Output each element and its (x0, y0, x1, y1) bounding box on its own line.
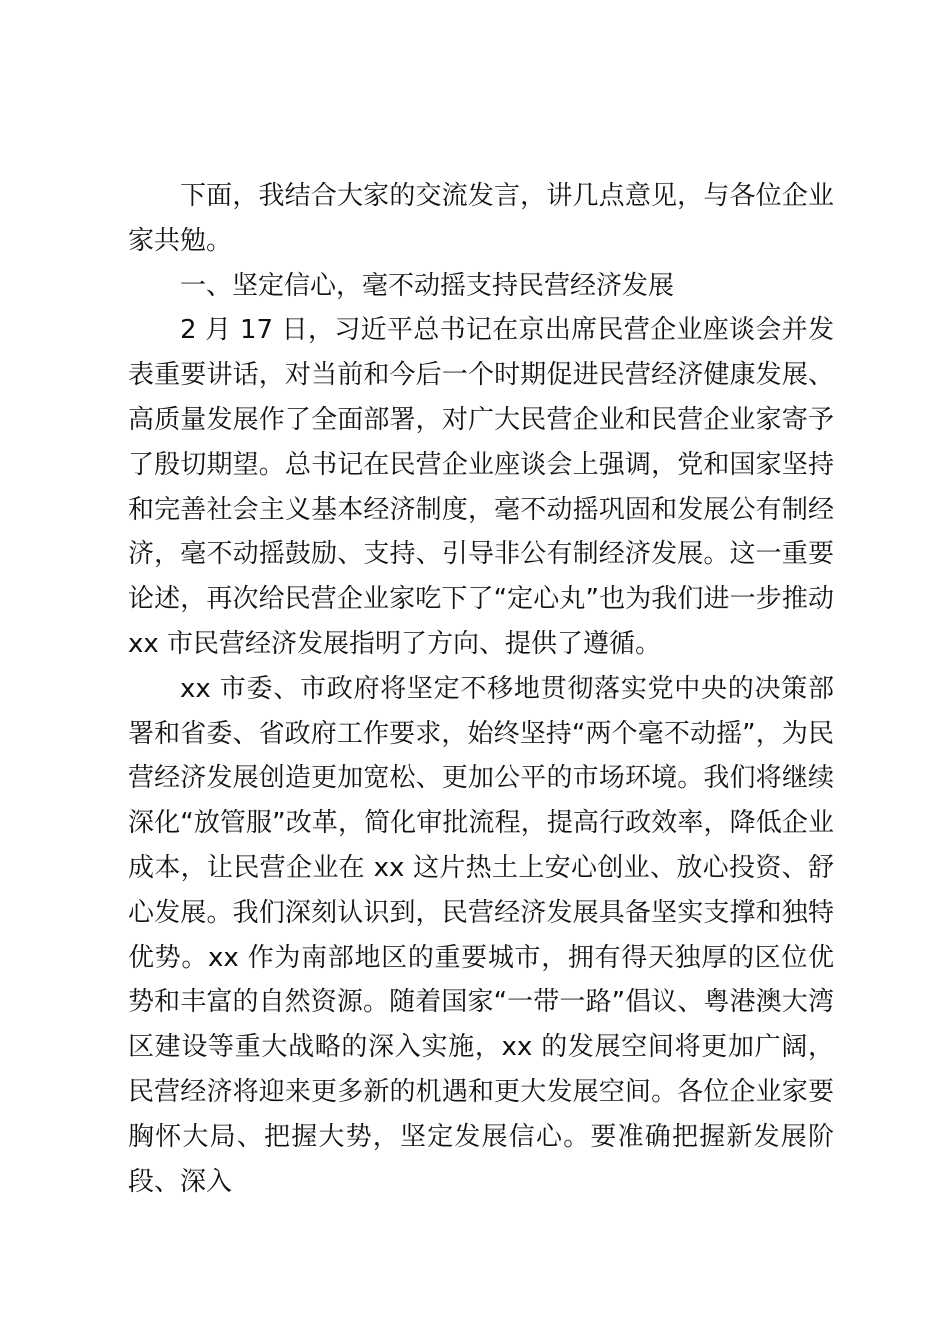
intro-paragraph: 下面，我结合大家的交流发言，讲几点意见，与各位企业家共勉。 (128, 181, 834, 256)
body-paragraph-2: xx 市委、市政府将坚定不移地贯彻落实党中央的决策部署和省委、省政府工作要求，始终坚持“两个毫不动摇”，为民营经济发展创造更加宽松、更加公平的市场环境。我们将继续深化“放管服”改革，简化审批流程，提高行政效率，降低企业成本，让民营企业在 xx 这片热土上安心创业、放心投资、舒心发展。我们深刻认识到，民营经济发展具备坚实支撑和独特优势。xx 作为南部地区的重要城市，拥有得天独厚的区位优势和丰富的自然资源。随着国家“一带一路”倡议、粤港澳大湾区建设等重大战略的深入实施，xx 的发展空间将更加广阔，民营经济将迎来更多新的机遇和更大发展空间。各位企业家要胸怀大局、把握大势，坚定发展信心。要准确把握新发展阶段、深入 (128, 673, 834, 1197)
body-paragraph-1: 2 月 17 日，习近平总书记在京出席民营企业座谈会并发表重要讲话，对当前和今后一个时期促进民营经济健康发展、高质量发展作了全面部署，对广大民营企业和民营企业家寄予了殷切期望。总书记在民营企业座谈会上强调，党和国家坚持和完善社会主义基本经济制度，毫不动摇巩固和发展公有制经济，毫不动摇鼓励、支持、引导非公有制经济发展。这一重要论述，再次给民营企业家吃下了“定心丸”也为我们进一步推动 xx 市民营经济发展指明了方向、提供了遵循。 (128, 315, 834, 659)
document-body (128, 174, 834, 1204)
section-heading: 一、坚定信心，毫不动摇支持民营经济发展 (180, 270, 675, 301)
